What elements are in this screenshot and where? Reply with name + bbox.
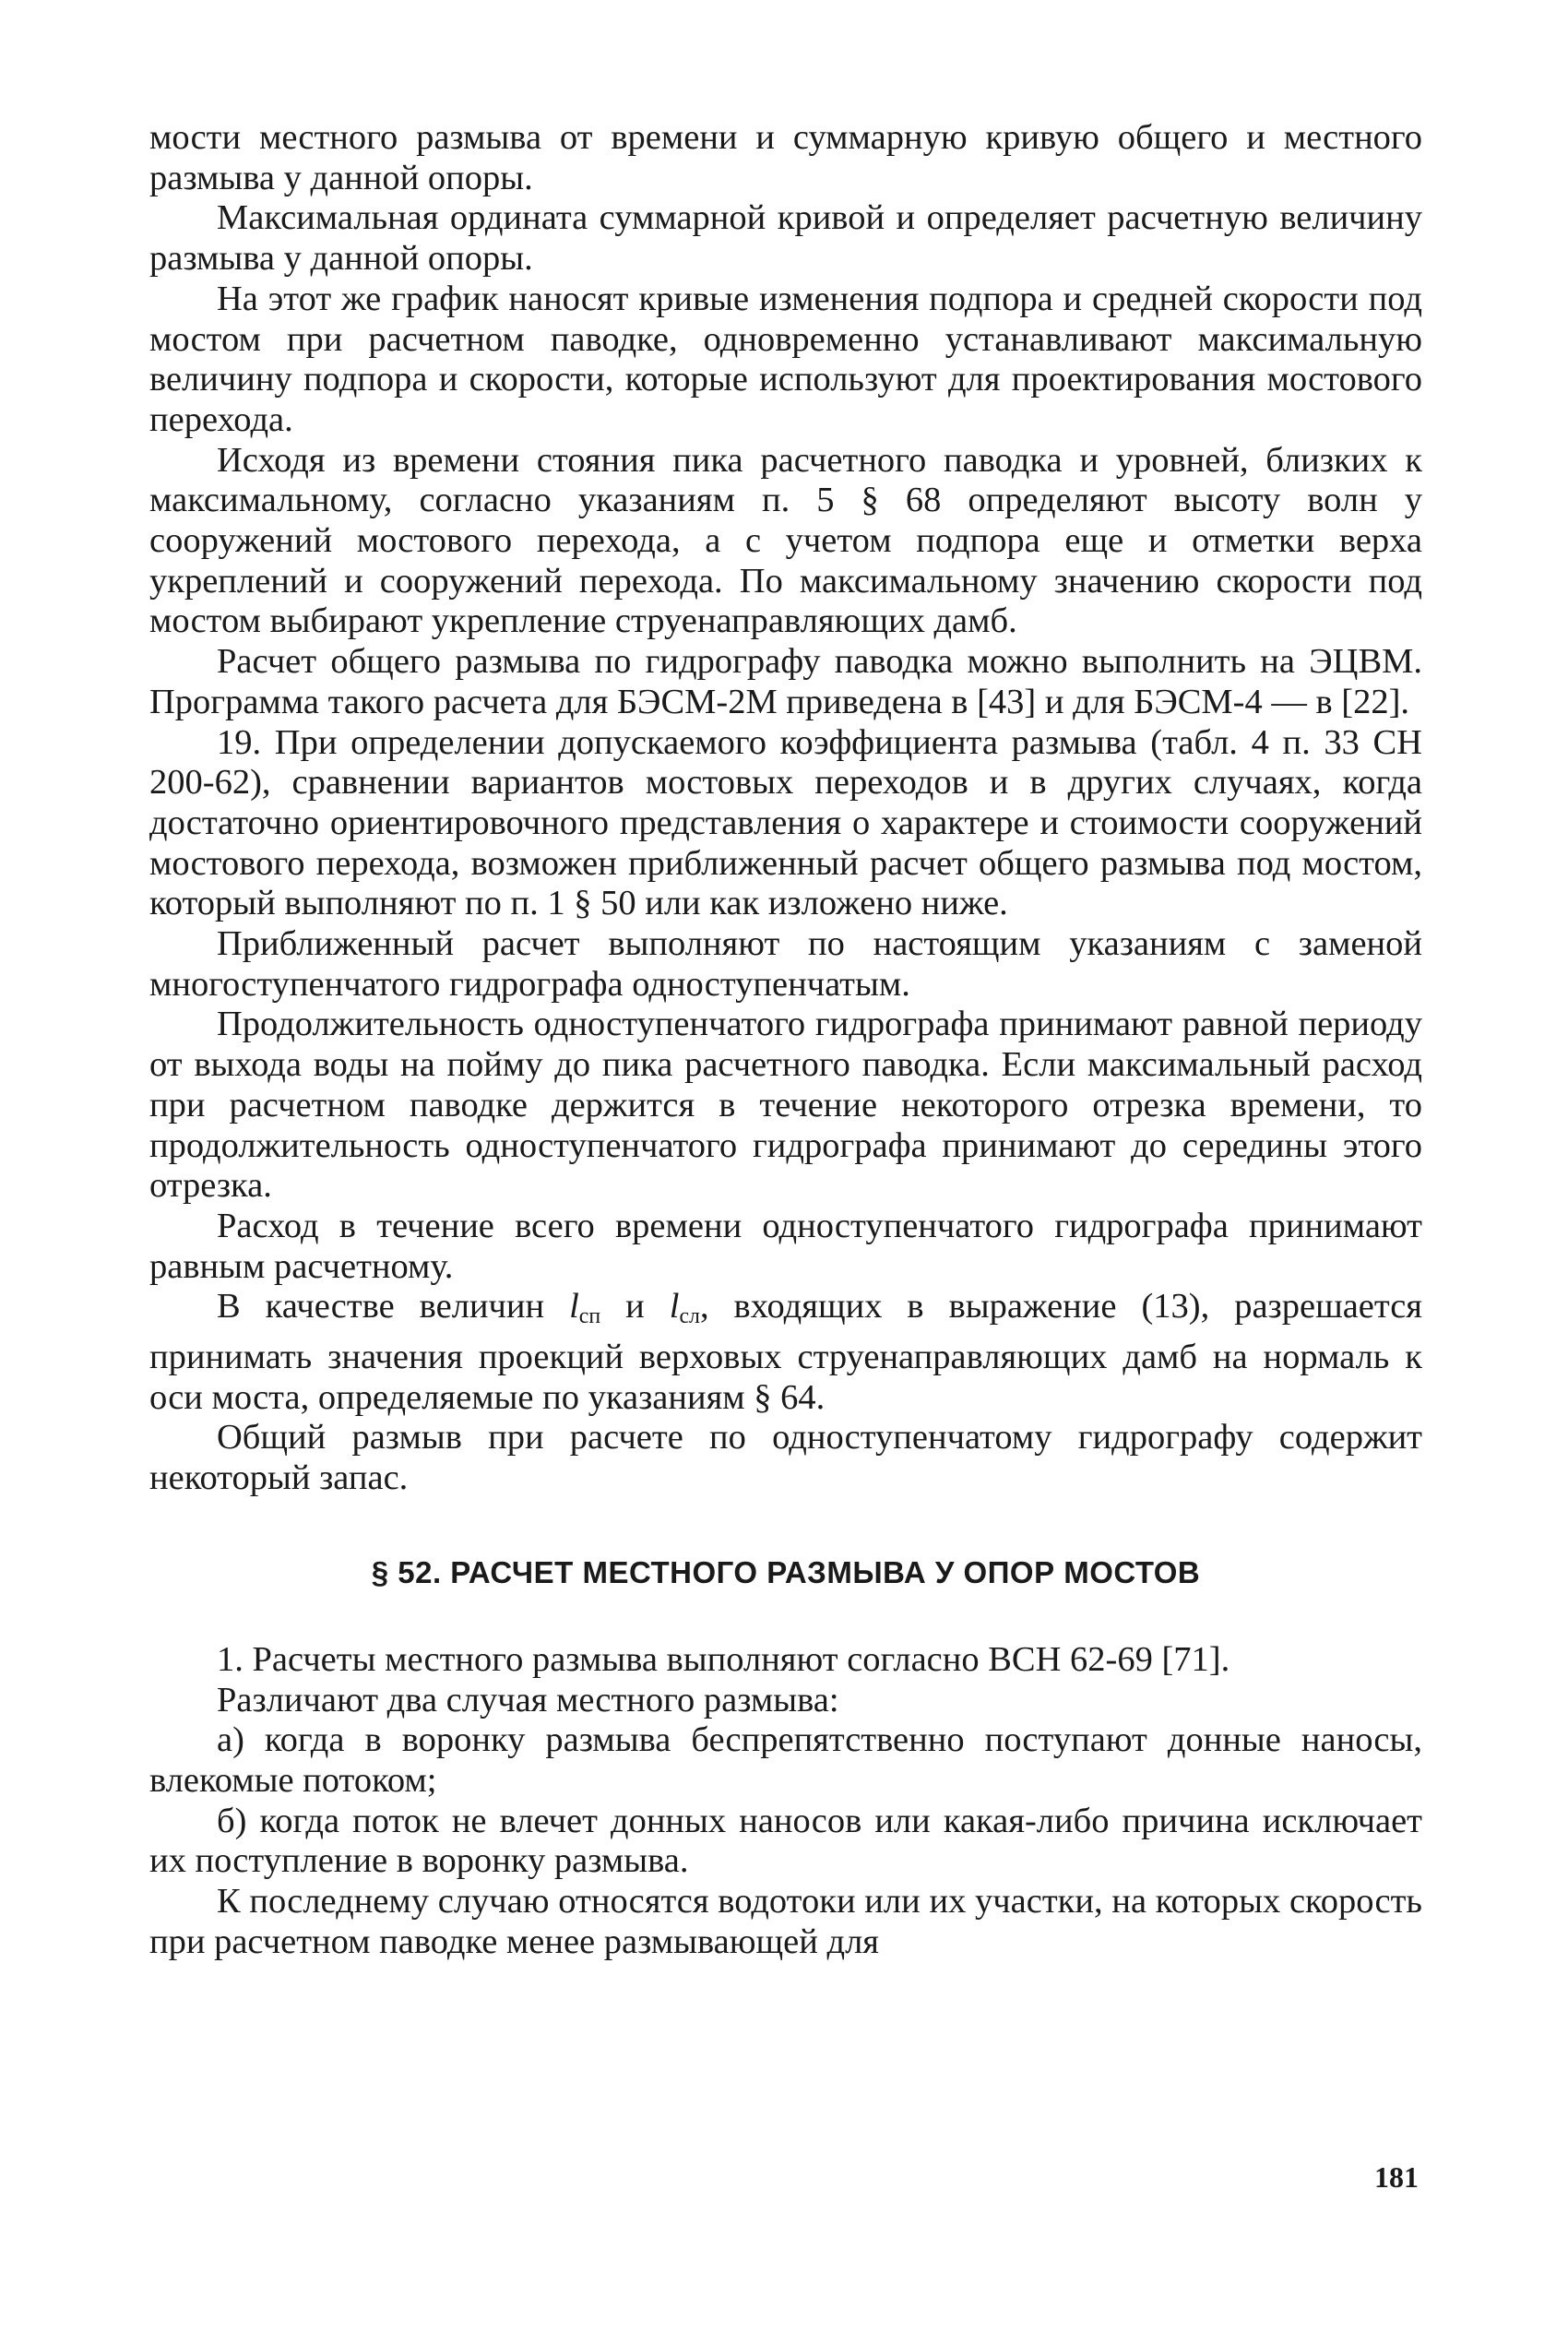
text-block-bottom [149,1640,1422,1963]
list-item: б) когда поток не влечет донных наносов или какая-либо причина исключает их поступление в воронку размыва. [149,1801,1422,1881]
paragraph: 1. Расчеты местного размыва выполняют согласно ВСН 62-69 [71]. [217,1639,1230,1679]
paragraph: Максимальная ордината суммарной кривой и определяет расчетную величину размыва у данной опоры. [149,198,1422,279]
paragraph: Различают два случая местного размыва: [217,1680,839,1719]
paragraph: Расход в течение всего времени одноступенчатого гидрографа принимают равным расчетному. [149,1206,1422,1286]
list-item: а) когда в воронку размыва беспрепятственно поступают донные наносы, влекомые потоком; [149,1720,1422,1800]
paragraph: На этот же график наносят кривые изменения подпора и средней скорости под мостом при расчетном паводке, одновременно устанавливают максимальную величину подпора и скорости, которые используют для проектирования мостового перехода. [149,279,1422,439]
paragraph: Продолжительность одноступенчатого гидрографа принимают равной периоду от выхода воды на пойму до пика расчетного паводка. Если максимальный расход при расчетном паводке держится в течение некоторого отрезка времени, то продолжительность одноступенчатого гидрографа принимают до середины этого отрезка. [149,1005,1422,1206]
formula-text-after: , входящих в выражение (13), разрешается принимать значения проекций верховых струенаправляющих дамб на нормаль к оси моста, определяемые по указаниям § 64. [149,1287,1422,1417]
formula-paragraph [149,1287,1422,1418]
paragraph: К последнему случаю относятся водотоки или их участки, на которых скорость при расчетном паводке менее размывающей для [149,1882,1422,1961]
paragraph: мости местного размыва от времени и суммарную кривую общего и местного размыва у данной опоры. [149,118,1422,197]
section-heading: § 52. РАСЧЕТ МЕСТНОГО РАЗМЫВА У ОПОР МОСТОВ [371,1554,1201,1589]
formula-text-between: и [600,1287,670,1327]
paragraph: Исходя из времени стояния пика расчетного паводка и уровней, близких к максимальному, согласно указаниям п. 5 § 68 определяют высоту волн у сооружений мостового перехода, а с учетом подпора еще и отметки верха укреплений и сооружений перехода. По максимальному значению скорости под мостом выбирают укрепление струенаправляющих дамб. [149,440,1422,641]
paragraph: Общий размыв при расчете по одноступенчатому гидрографу содержит некоторый запас. [149,1418,1422,1498]
formula-text-before: В качестве величин [217,1287,570,1327]
paragraph: 19. При определении допускаемого коэффициента размыва (табл. 4 п. 33 СН 200-62), сравнении вариантов мостовых переходов и в других случаях, когда достаточно ориентировочного представления о характере и стоимости сооружений мостового перехода, возможен приближенный расчет общего размыва под мостом, который выполняют по п. 1 § 50 или как изложено ниже. [149,722,1422,923]
text-block-top [149,118,1422,1499]
paragraph: Расчет общего размыва по гидрографу паводка можно выполнить на ЭЦВМ. Программа такого расчета для БЭСМ-2М приведена в [43] и для БЭСМ-4 — в [22]. [149,642,1422,721]
variable-l-sl: $l_{сл}$ [669,1287,700,1329]
variable-l-sp: $l_{сп}$ [569,1287,601,1329]
page-content [149,118,1422,1962]
paragraph: Приближенный расчет выполняют по настоящим указаниям с заменой многоступенчатого гидрографа одноступенчатым. [149,924,1422,1004]
page-number: 181 [1374,2160,1419,2194]
